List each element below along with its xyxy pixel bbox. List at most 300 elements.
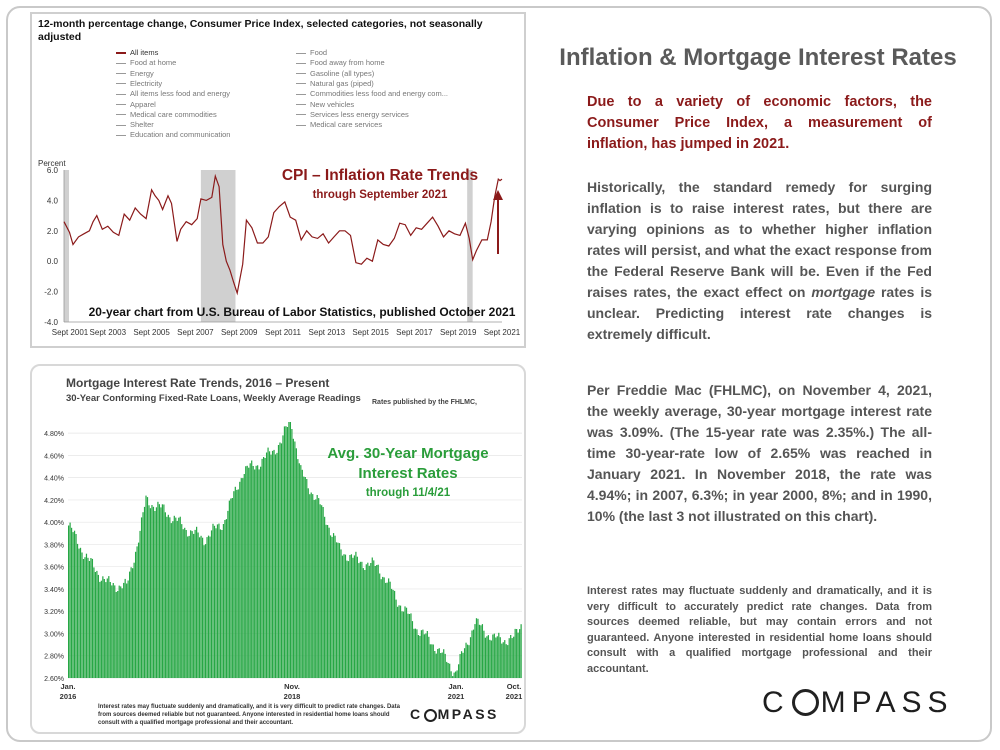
mortgage-bar [251, 461, 252, 679]
cpi-x-tick-label: Sept 2015 [352, 328, 389, 337]
mortgage-bar [260, 467, 261, 678]
mortgage-bar [328, 528, 329, 678]
cpi-chart [32, 14, 526, 348]
mortgage-bar [473, 630, 474, 678]
mortgage-bar [80, 548, 81, 678]
mortgage-bar [348, 561, 349, 678]
mortgage-bar [433, 645, 434, 679]
mortgage-bar [220, 529, 221, 678]
mortgage-bar [314, 500, 315, 678]
mortgage-bar [172, 521, 173, 678]
mortgage-bar [89, 561, 90, 678]
mortgage-x-tick-month: Jan. [448, 682, 464, 691]
mortgage-x-tick-month: Oct. [506, 682, 522, 691]
mortgage-bar [337, 543, 338, 678]
mortgage-bar [192, 531, 193, 678]
mortgage-bar [278, 445, 279, 678]
mortgage-bar [71, 528, 72, 678]
cpi-y-axis-label: Percent [38, 159, 66, 168]
mortgage-panel-title: Mortgage Interest Rate Trends, 2016 – Present [66, 376, 330, 390]
cpi-up-arrow [493, 190, 503, 254]
mortgage-bar [90, 558, 91, 678]
mortgage-bar [239, 482, 240, 678]
mortgage-bar [480, 625, 481, 678]
compass-logo-small: C MPASS [410, 706, 499, 722]
mortgage-bar [483, 631, 484, 678]
mortgage-bar [516, 629, 517, 678]
mortgage-bar [153, 507, 154, 678]
mortgage-bar [190, 530, 191, 678]
mortgage-bar [448, 663, 449, 678]
mortgage-bar [87, 558, 88, 678]
mortgage-bar [366, 564, 367, 678]
mortgage-bar [290, 422, 291, 678]
mortgage-bar [331, 537, 332, 678]
mortgage-bar [244, 474, 245, 678]
mortgage-bar [276, 453, 277, 678]
mortgage-bar [81, 553, 82, 679]
mortgage-bar [211, 530, 212, 678]
mortgage-bar [238, 489, 239, 678]
mortgage-y-tick-label: 2.60% [44, 676, 64, 683]
mortgage-bar [264, 458, 265, 678]
legend-label: Natural gas (piped) [310, 78, 374, 88]
mortgage-bar [464, 648, 465, 678]
mortgage-bar [230, 499, 231, 679]
mortgage-bar [279, 443, 280, 679]
mortgage-bar [343, 554, 344, 678]
mortgage-bar [324, 517, 325, 678]
mortgage-bar [393, 590, 394, 678]
mortgage-bar [119, 586, 120, 678]
mortgage-bar [376, 565, 377, 678]
mortgage-bar [241, 478, 242, 678]
mortgage-bar [470, 637, 471, 678]
mortgage-bar [128, 581, 129, 679]
mortgage-bar [462, 653, 463, 678]
mortgage-bar [309, 494, 310, 678]
mortgage-y-tick-label: 3.20% [44, 609, 64, 617]
legend-label: Electricity [130, 78, 163, 88]
mortgage-bar [476, 618, 477, 678]
mortgage-bar [390, 582, 391, 678]
mortgage-bar [326, 525, 327, 678]
mortgage-bar [440, 653, 441, 678]
mortgage-bar [235, 487, 236, 678]
mortgage-bar [482, 624, 483, 678]
mortgage-bar [436, 654, 437, 678]
mortgage-bar [458, 664, 459, 678]
mortgage-bar [184, 528, 185, 678]
cpi-y-tick-label: -2.0 [44, 287, 58, 297]
legend-label: Medical care services [310, 120, 383, 130]
mortgage-bar [111, 585, 112, 678]
mortgage-bar [288, 422, 289, 678]
mortgage-bar [215, 528, 216, 678]
mortgage-bar [494, 634, 495, 678]
mortgage-bar [381, 579, 382, 678]
mortgage-bar [107, 579, 108, 679]
mortgage-y-tick-label: 4.00% [44, 520, 64, 528]
mortgage-bar [346, 561, 347, 678]
mortgage-bar [519, 629, 520, 678]
mortgage-bar [273, 450, 274, 678]
mortgage-bar [208, 536, 209, 678]
mortgage-bar [138, 543, 139, 678]
mortgage-bar [312, 494, 313, 678]
mortgage-bar [446, 662, 447, 678]
mortgage-bar [177, 521, 178, 678]
mortgage-bar [419, 636, 420, 678]
mortgage-bar [126, 584, 127, 679]
mortgage-bar [308, 488, 309, 678]
mortgage-bar [142, 512, 143, 678]
mortgage-bar [175, 518, 176, 678]
mortgage-bar [125, 579, 126, 678]
mortgage-bar [360, 562, 361, 678]
mortgage-bar [151, 505, 152, 678]
mortgage-bar [134, 563, 135, 678]
legend-label: Medical care commodities [130, 109, 217, 119]
mortgage-bar [467, 645, 468, 678]
mortgage-bar [99, 582, 100, 678]
mortgage-bar [226, 519, 227, 678]
legend-label: Energy [130, 68, 154, 78]
cpi-x-tick-label: Sept 2001 [51, 328, 89, 337]
mortgage-bar [342, 556, 343, 678]
mortgage-bar [495, 638, 496, 679]
mortgage-bar [272, 451, 273, 678]
mortgage-bar [259, 469, 260, 678]
mortgage-bar [449, 664, 450, 678]
mortgage-bar [186, 530, 187, 678]
mortgage-bar [369, 566, 370, 678]
mortgage-bar [101, 581, 102, 678]
mortgage-bar [232, 498, 233, 678]
mortgage-bar [132, 568, 133, 678]
mortgage-bar [442, 653, 443, 679]
mortgage-bar [199, 537, 200, 678]
mortgage-bar [497, 636, 498, 678]
mortgage-overlay-title-1: Avg. 30-Year Mortgage [327, 445, 489, 462]
mortgage-bar [248, 468, 249, 678]
mortgage-bar [471, 631, 472, 679]
mortgage-bar [102, 576, 103, 678]
mortgage-bar [166, 517, 167, 678]
mortgage-bar [375, 566, 376, 678]
mortgage-bar [486, 636, 487, 678]
mortgage-bar [355, 552, 356, 678]
mortgage-bar [333, 533, 334, 678]
mortgage-bar [431, 644, 432, 678]
mortgage-bar [439, 648, 440, 678]
mortgage-bar [492, 635, 493, 679]
mortgage-bar [267, 448, 268, 678]
mortgage-bar [412, 621, 413, 678]
lead-paragraph: Due to a variety of economic factors, the Consumer Price Index, a measurement of inflation, has jumped in 2021. [587, 94, 932, 152]
mortgage-bar [293, 439, 294, 678]
mortgage-bar [198, 533, 199, 679]
mortgage-bar [282, 435, 283, 678]
logo-o-icon [424, 709, 437, 722]
mortgage-published-note: Rates published by the FHLMC, [372, 399, 478, 406]
mortgage-bar [183, 529, 184, 678]
mortgage-bar [86, 554, 87, 678]
mortgage-bar [403, 612, 404, 678]
mortgage-panel [30, 364, 526, 734]
mortgage-bar [131, 567, 132, 678]
mortgage-bar [409, 614, 410, 678]
mortgage-bar [180, 517, 181, 678]
mortgage-bar [203, 545, 204, 678]
mortgage-bar [297, 459, 298, 678]
legend-label: Food [310, 48, 328, 57]
logo-o-icon [792, 689, 819, 716]
cpi-source-note: 20-year chart from U.S. Bureau of Labor Statistics, published October 2021 [88, 305, 516, 319]
mortgage-bar [147, 497, 148, 678]
cpi-panel [30, 12, 526, 348]
mortgage-bar [270, 455, 271, 678]
mortgage-bar [200, 536, 201, 678]
mortgage-bar [361, 562, 362, 678]
mortgage-bar [93, 567, 94, 678]
cpi-overlay-subtitle: through September 2021 [312, 189, 448, 201]
mortgage-bar [178, 518, 179, 678]
mortgage-bar [504, 640, 505, 678]
mortgage-bar [451, 671, 452, 678]
mortgage-bar [507, 645, 508, 678]
mortgage-bar [410, 613, 411, 678]
mortgage-bar [457, 670, 458, 678]
cpi-x-tick-label: Sept 2019 [439, 328, 477, 337]
mortgage-bar [454, 673, 455, 678]
mortgage-bar [406, 608, 407, 678]
cpi-y-tick-label: 6.0 [46, 166, 58, 175]
mortgage-bar [320, 504, 321, 678]
cpi-y-tick-label: 4.0 [46, 196, 58, 206]
cpi-x-tick-label: Sept 2007 [177, 328, 214, 337]
mortgage-bar [330, 535, 331, 678]
legend-label: Food at home [130, 58, 177, 68]
legend-label: Commodities less food and energy com... [310, 89, 448, 99]
mortgage-bar [262, 459, 263, 678]
mortgage-bar [379, 574, 380, 679]
mortgage-bar [501, 644, 502, 678]
mortgage-bar [384, 577, 385, 678]
mortgage-bar [404, 606, 405, 678]
mortgage-bar [206, 537, 207, 678]
mortgage-bar [227, 511, 228, 678]
mortgage-bar [105, 582, 106, 678]
mortgage-bar [181, 524, 182, 678]
mortgage-bar [74, 531, 75, 678]
mortgage-bar [363, 568, 364, 678]
mortgage-bar [485, 638, 486, 678]
mortgage-bar [443, 649, 444, 678]
mortgage-bar [513, 637, 514, 678]
mortgage-bar [311, 493, 312, 679]
mortgage-bar [247, 466, 248, 678]
mortgage-bar [165, 512, 166, 678]
mortgage-bar [336, 542, 337, 678]
mortgage-bar [218, 524, 219, 678]
legend-label: Shelter [130, 120, 154, 130]
mortgage-bar [162, 504, 163, 678]
mortgage-bar [83, 559, 84, 678]
mortgage-bar [364, 570, 365, 678]
mortgage-bar [221, 530, 222, 678]
mortgage-y-tick-label: 4.20% [44, 497, 64, 505]
mortgage-bar [395, 600, 396, 678]
mortgage-bar [491, 641, 492, 679]
mortgage-bar [209, 537, 210, 678]
mortgage-bar [500, 637, 501, 678]
mortgage-bar [303, 477, 304, 678]
mortgage-bar [378, 565, 379, 678]
mortgage-bar [168, 515, 169, 678]
mortgage-bar [394, 591, 395, 678]
mortgage-y-tick-label: 2.80% [44, 653, 64, 661]
mortgage-bar [382, 577, 383, 678]
mortgage-bar [299, 463, 300, 678]
mortgage-bar [437, 649, 438, 678]
mortgage-disclaimer: Interest rates may fluctuate suddenly and dramatically, and it is very difficult to predict rate changes. Data from sources deemed reliable but not guaranteed. Anyone interested in residential home loans should consult with a qualified mortgage professional and their accountant. [98, 704, 400, 726]
mortgage-bar [257, 465, 258, 678]
mortgage-bar [455, 672, 456, 679]
mortgage-bar [479, 625, 480, 678]
mortgage-bar [202, 538, 203, 678]
mortgage-bar [327, 525, 328, 678]
mortgage-x-tick-year: 2016 [59, 692, 77, 701]
mortgage-bar [489, 640, 490, 678]
mortgage-bar [96, 571, 97, 678]
mortgage-bar [123, 583, 124, 678]
mortgage-bar [367, 563, 368, 678]
mortgage-bar [370, 563, 371, 678]
cpi-x-tick-label: Sept 2013 [308, 328, 346, 337]
mortgage-bar [296, 448, 297, 678]
mortgage-bar [302, 470, 303, 678]
mortgage-bar [187, 537, 188, 679]
cpi-x-tick-label: Sept 2005 [133, 328, 170, 337]
mortgage-bar [78, 549, 79, 678]
cpi-panel-title: 12-month percentage change, Consumer Price Index, selected categories, not seasonally adjusted [38, 18, 483, 43]
mortgage-bar [521, 624, 522, 678]
mortgage-bar [212, 524, 213, 678]
mortgage-bar [351, 554, 352, 678]
mortgage-bar [510, 635, 511, 678]
mortgage-x-tick-year: 2021 [447, 692, 465, 701]
disclaimer-paragraph: Interest rates may fluctuate suddenly and dramatically, and it is very difficult to accurately predict rate changes. Data from sources deemed reliable, but may contain errors and not guaranteed. Anyone interested in residential home loans should consult with a qualified mortgage professional and their accountant. [587, 585, 932, 675]
mortgage-bar [136, 546, 137, 678]
cpi-x-tick-label: Sept 2003 [89, 328, 127, 337]
legend-label: Food away from home [310, 58, 385, 68]
cpi-overlay-title: CPI – Inflation Rate Trends [281, 167, 479, 184]
mortgage-bar [468, 645, 469, 678]
mortgage-bar [413, 629, 414, 678]
mortgage-bar [387, 583, 388, 678]
mortgage-bar [498, 633, 499, 678]
mortgage-bar [117, 591, 118, 678]
mortgage-bar [401, 611, 402, 678]
mortgage-y-tick-label: 3.00% [44, 631, 64, 639]
mortgage-bar [174, 516, 175, 678]
mortgage-bar [141, 517, 142, 678]
mortgage-bar [163, 505, 164, 679]
mortgage-bar [229, 501, 230, 678]
mortgage-panel-subtitle: 30-Year Conforming Fixed-Rate Loans, Weekly Average Readings [66, 393, 361, 404]
mortgage-bar [84, 557, 85, 678]
mortgage-bar [250, 463, 251, 678]
mortgage-bar [205, 544, 206, 678]
mortgage-bar [317, 495, 318, 678]
mortgage-bar [253, 466, 254, 678]
mortgage-bar [92, 559, 93, 678]
mortgage-bar [415, 629, 416, 678]
mortgage-x-tick-year: 2018 [283, 692, 301, 701]
mortgage-bar [116, 592, 117, 678]
mortgage-bar [339, 543, 340, 678]
mortgage-bar [159, 504, 160, 678]
mortgage-bar [421, 630, 422, 678]
mortgage-chart [32, 366, 526, 734]
mortgage-bar [154, 511, 155, 678]
mortgage-bar [275, 454, 276, 678]
freddie-mac-paragraph: Per Freddie Mac (FHLMC), on November 4, 2021, the weekly average, 30-year mortgage interest rate was 3.09%. (The 15-year rate was 2.35%.) The all-time 30-year-rate low of 2.65% was reached in January 2021. In November 2018, the rate was 4.94%; in 2007, 6.3%; in year 2000, 8%; and in 1990, 10% (the last 3 not illustrated on this chart). [587, 382, 932, 524]
mortgage-bar [373, 560, 374, 678]
legend-label: Apparel [130, 99, 156, 109]
mortgage-bar [391, 589, 392, 678]
mortgage-bar [77, 544, 78, 678]
mortgage-bar [110, 582, 111, 678]
mortgage-bar [452, 676, 453, 678]
mortgage-y-tick-label: 4.40% [44, 475, 64, 483]
mortgage-x-tick-month: Nov. [284, 682, 300, 691]
mortgage-bar [407, 614, 408, 678]
mortgage-bar [461, 651, 462, 678]
legend-label: All items less food and energy [130, 89, 231, 99]
mortgage-bar [509, 638, 510, 678]
mortgage-bar [474, 624, 475, 678]
recession-shade [201, 170, 236, 322]
mortgage-bar [334, 536, 335, 678]
mortgage-bar [340, 549, 341, 678]
mortgage-bar [434, 651, 435, 678]
mortgage-bar [318, 498, 319, 678]
mortgage-bar [400, 606, 401, 678]
mortgage-bar [477, 619, 478, 678]
mortgage-bar [358, 563, 359, 678]
mortgage-bar [144, 507, 145, 678]
mortgage-bar [323, 507, 324, 678]
mortgage-bar [69, 523, 70, 678]
mortgage-bar [281, 443, 282, 678]
mortgage-bar [428, 637, 429, 678]
mortgage-bar [291, 429, 292, 678]
legend-label: Education and communication [130, 130, 231, 140]
compass-logo: C MPASS [762, 686, 954, 719]
mortgage-bar [388, 578, 389, 678]
mortgage-bar [263, 457, 264, 678]
cpi-x-tick-label: Sept 2017 [396, 328, 433, 337]
mortgage-bar [214, 526, 215, 678]
mortgage-bar [236, 490, 237, 678]
mortgage-bar [294, 442, 295, 679]
mortgage-bar [72, 532, 73, 678]
cpi-y-tick-label: 2.0 [46, 226, 58, 236]
mortgage-bar [224, 520, 225, 678]
mortgage-bar [254, 470, 255, 679]
